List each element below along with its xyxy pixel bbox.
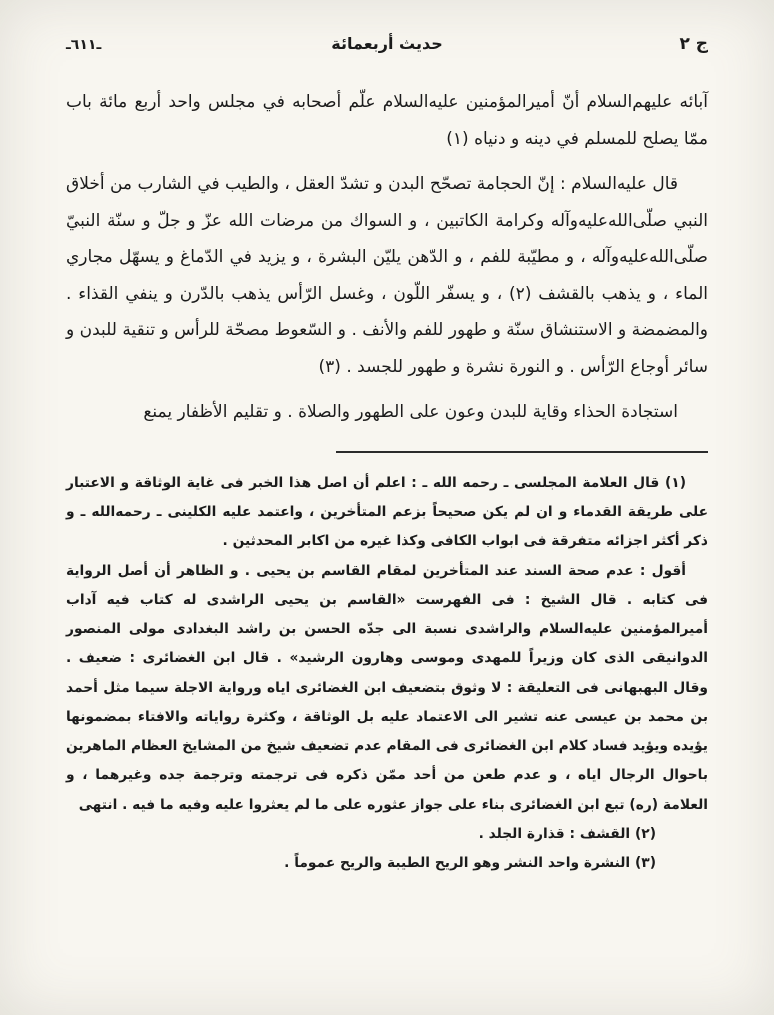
footnote-1: (١) قال العلامة المجلسى ـ رحمه الله ـ : اعلم أن اصل هذا الخبر فى غاية الوثاقة و الاعتبار على طريقة القدماء و ان لم يكن صحيحاً بزعم المتأخرين ، واعتمد عليه الكلينى ـ رحمه‌الله ـ و ذكر أكثر اجزائه متفرقة فى ابواب الكافى وكذا غيره من اكابر المحدثين . [66, 474, 708, 550]
volume-label: ج ٢ [679, 34, 708, 54]
footnote-2: (٢) القشف : قذارة الجلد . [478, 825, 656, 842]
body-paragraph: استجادة الحذاء وقاية للبدن وعون على الطهور والصلاة . و تقليم الأظفار يمنع [143, 402, 678, 423]
footnote-separator-rule [336, 451, 708, 453]
book-title: حديث أربعمائة [331, 34, 443, 53]
footnotes-block [66, 469, 708, 878]
body-paragraph: قال عليه‌السلام : إنّ الحجامة تصحّح البدن و تشدّ العقل ، والطيب في الشارب من أخلاق النبي صلّى‌الله‌عليه‌وآله وكرامة الكاتبين ، و السواك من مرضات الله عزّ و جلّ و سنّة النبيّ صلّى‌الله‌عليه‌وآله ، و مطيّبة للفم ، و الدّهن يليّن البشرة ، و يزيد في الدّماغ و يسهّل مجاري الماء ، و يذهب بالقشف (٢) ، و يسفّر اللّون ، وغسل الرّأس يذهب بالدّرن و ينفي القذاء . والمضمضة و الاستنشاق سنّة و طهور للفم والأنف . و السّعوط مصحّة للرأس و تنقية للبدن و سائر أوجاع الرّأس . و النورة نشرة و طهور للجسد . (٣) [66, 174, 708, 377]
body-paragraph: آبائه عليهم‌السلام أنّ أميرالمؤمنين عليه‌السلام علّم أصحابه في مجلس واحد أربع مائة باب ممّا يصلح للمسلم في دينه و دنياه (١) [66, 92, 708, 149]
main-text-block [66, 84, 708, 431]
page-number: ـ٦١١ـ [66, 37, 102, 53]
footnote-3: (٣) النشرة واحد النشر وهو الريح الطيبة والريح عموماً . [284, 854, 656, 871]
footnote-1-continued: أقول : عدم صحة السند عند المتأخرين لمقام القاسم بن يحيى . و الظاهر أن أصل الرواية فى كتابه . قال الشيخ : فى الفهرست «القاسم بن يحيى الراشدى له كتاب فيه آداب أميرالمؤمنين عليه‌السلام والراشدى نسبة الى جدّه الحسن بن راشد البغدادى مولى المنصور الدوانيقى الذى كان وزيراً للمهدى وموسى وهارون الرشيد» . قال ابن الغضائرى : ضعيف . وقال البهبهانى فى التعليقة : لا وثوق بتضعيف ابن الغضائرى اياه ورواية الاجلة سيما مثل أحمد بن محمد بن عيسى عنه تشير الى الاعتماد عليه بل الوثاقة ، وكثرة رواياته والافتاء بمضمونها يؤيده ويؤيد فساد كلام ابن الغضائرى فى المقام عدم تضعيف شيخ من المشايخ العظام الماهرين باحوال الرجال اياه ، و عدم طعن من أحد ممّن ذكره فى ترجمته وترجمة جده وغيرهما ، و العلامة (ره) تبع ابن الغضائرى بناء على جواز عثوره على ما لم يعثروا عليه وفيه ما فيه . انتهى [66, 562, 708, 813]
page-header [66, 34, 708, 54]
